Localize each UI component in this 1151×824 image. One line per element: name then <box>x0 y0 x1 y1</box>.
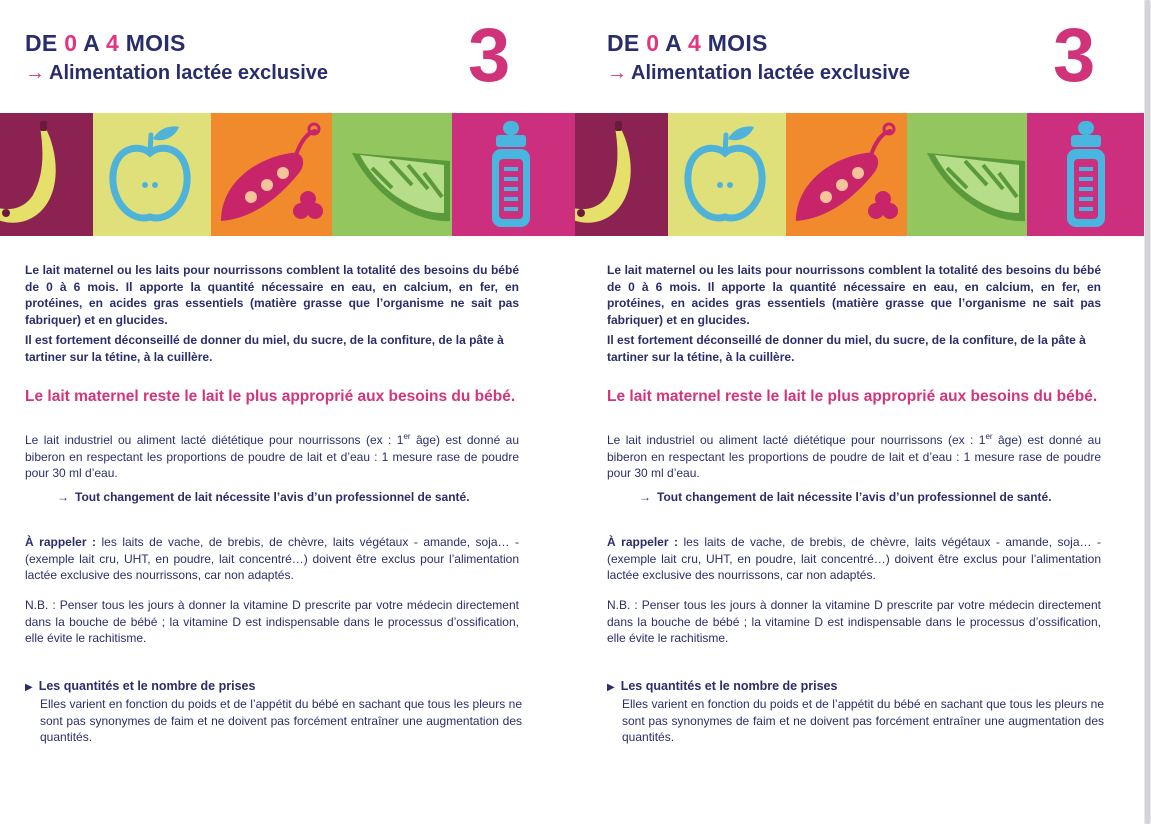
highlight-heading: Le lait maternel reste le lait le plus approprié aux besoins du bébé. <box>25 388 516 405</box>
quantities-paragraph: Elles varient en fonction du poids et de l’appétit du bébé en sachant que tous les pleurs ne sont pas synonymes de faim et ne doivent pas forcément entraîner une augmentation des quantités. <box>40 697 522 744</box>
page-subtitle: → Alimentation lactée exclusive <box>607 62 911 84</box>
apple-icon <box>93 113 211 236</box>
change-milk-note: → Tout changement de lait nécessite l’avis d’un professionnel de santé. <box>639 490 1052 504</box>
warning-paragraph: Il est fortement déconseillé de donner du miel, du sucre, de la confiture, de la pâte à tartiner sur la tétine, à la cuillère. <box>25 333 504 364</box>
industrial-milk-paragraph: Le lait industriel ou aliment lacté diététique pour nourrissons (ex : 1er âge) est donné au biberon en respectant les proportions de poudre de lait et d’eau : 1 mesure rase de poudre pour 30 ml d’eau. <box>607 432 1102 480</box>
arrow-icon: → <box>607 62 627 84</box>
triangle-bullet-icon: ▶ <box>607 682 615 693</box>
page-subtitle: → Alimentation lactée exclusive <box>25 62 329 84</box>
quantities-paragraph: Elles varient en fonction du poids et de l’appétit du bébé en sachant que tous les pleurs ne sont pas synonymes de faim et ne doivent pas forcément entraîner une augmentation des quantités. <box>622 697 1104 744</box>
intro-paragraph: Le lait maternel ou les laits pour nourrissons comblent la totalité des besoins du bébé de 0 à 6 mois. Il apporte la quantité nécessaire en eau, en calcium, en fer, en protéines, en acides gras essentiels (matière grasse que l’organisme ne sait pas fabriquer) et en glucides. <box>25 263 519 327</box>
age-end: 4 <box>105 30 120 56</box>
vitamin-d-paragraph: N.B. : Penser tous les jours à donner la vitamine D prescrite par votre médecin directement dans la bouche de bébé ; la vitamine D est indispensable dans le processus d’ossification, elle évite le rachitisme. <box>607 598 1101 645</box>
page-right <box>575 0 1150 824</box>
illustration-strip <box>575 113 1150 236</box>
chapter-number: 3 <box>468 13 511 98</box>
age-start: 0 <box>646 30 660 56</box>
change-milk-note: → Tout changement de lait nécessite l’avis d’un professionnel de santé. <box>57 490 470 504</box>
baby-bottle-icon <box>1027 113 1150 236</box>
vertical-scrollbar[interactable] <box>1144 0 1151 824</box>
apple-icon <box>668 113 786 236</box>
pea-pod-icon <box>786 113 907 236</box>
page-left <box>0 0 575 824</box>
intro-paragraph: Le lait maternel ou les laits pour nourrissons comblent la totalité des besoins du bébé de 0 à 6 mois. Il apporte la quantité nécessaire en eau, en calcium, en fer, en protéines, en acides gras essentiels (matière grasse que l’organisme ne sait pas fabriquer) et en glucides. <box>607 263 1101 327</box>
warning-paragraph: Il est fortement déconseillé de donner du miel, du sucre, de la confiture, de la pâte à tartiner sur la tétine, à la cuillère. <box>607 333 1086 364</box>
reminder-paragraph: À rappeler : les laits de vache, de brebis, de chèvre, laits végétaux - amande, soja… - (exemple lait cru, UHT, en poudre, lait concentré…) doivent être exclus pour l’alimentation lactée exclusive des nourrissons, car non adaptés. <box>25 535 520 582</box>
page-title: DE 0 A 4 MOIS <box>607 30 768 56</box>
chapter-number: 3 <box>1053 13 1096 98</box>
arrow-icon: → <box>639 490 651 504</box>
banana-icon <box>0 113 93 236</box>
melon-slice-icon <box>907 113 1027 236</box>
quantities-heading: ▶ Les quantités et le nombre de prises <box>25 679 256 693</box>
illustration-strip <box>0 113 575 236</box>
highlight-heading: Le lait maternel reste le lait le plus approprié aux besoins du bébé. <box>607 388 1098 405</box>
pea-pod-icon <box>211 113 332 236</box>
melon-slice-icon <box>332 113 452 236</box>
vitamin-d-paragraph: N.B. : Penser tous les jours à donner la vitamine D prescrite par votre médecin directement dans la bouche de bébé ; la vitamine D est indispensable dans le processus d’ossification, elle évite le rachitisme. <box>25 598 519 645</box>
scrollbar-thumb[interactable] <box>1145 0 1150 824</box>
page-title: DE 0 A 4 MOIS <box>25 30 186 56</box>
arrow-icon: → <box>57 490 69 504</box>
banana-icon <box>575 113 668 236</box>
reminder-paragraph: À rappeler : les laits de vache, de brebis, de chèvre, laits végétaux - amande, soja… - (exemple lait cru, UHT, en poudre, lait concentré…) doivent être exclus pour l’alimentation lactée exclusive des nourrissons, car non adaptés. <box>607 535 1102 582</box>
baby-bottle-icon <box>452 113 575 236</box>
triangle-bullet-icon: ▶ <box>25 682 33 693</box>
age-end: 4 <box>687 30 702 56</box>
industrial-milk-paragraph: Le lait industriel ou aliment lacté diététique pour nourrissons (ex : 1er âge) est donné au biberon en respectant les proportions de poudre de lait et d’eau : 1 mesure rase de poudre pour 30 ml d’eau. <box>25 432 520 480</box>
age-start: 0 <box>64 30 78 56</box>
quantities-heading: ▶ Les quantités et le nombre de prises <box>607 679 838 693</box>
arrow-icon: → <box>25 62 45 84</box>
